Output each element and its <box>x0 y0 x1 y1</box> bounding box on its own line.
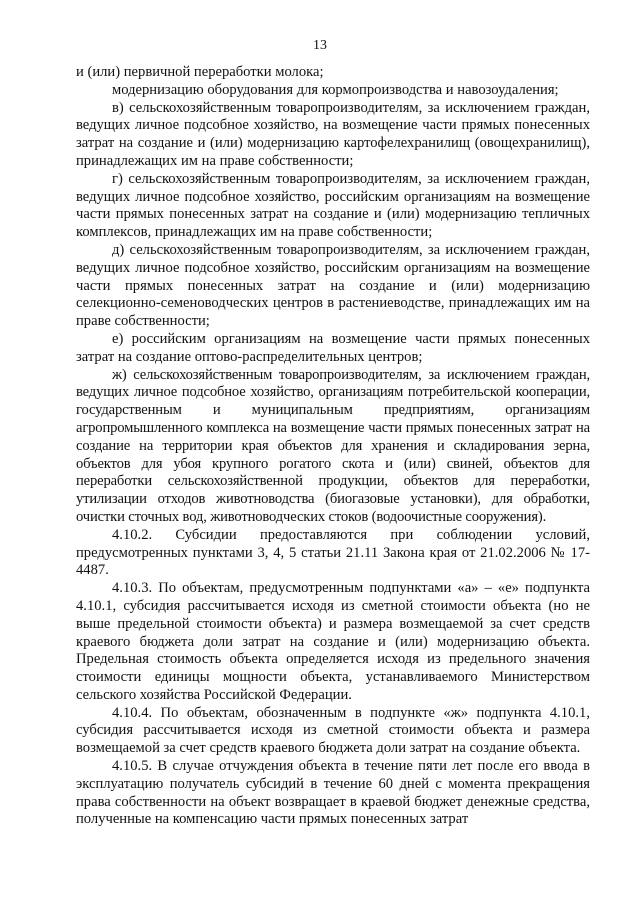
paragraph-item-v: в) сельскохозяйственным товаропроизводителям, за исключением граждан, ведущих личное подсобное хозяйство, на возмещение части прямых понесенных затрат на создание и (или) модернизацию картофелехранилищ (овощехранилищ), принадлежащих им на праве собственности; <box>76 99 590 169</box>
paragraph-modernization-feed: модернизацию оборудования для кормопроизводства и навозоудаления; <box>112 81 559 98</box>
paragraph-4-10-2: 4.10.2. Субсидии предоставляются при соблюдении условий, предусмотренных пунктами 3, 4, 5 статьи 21.11 Закона края от 21.02.2006 № 17-4487. <box>76 526 590 579</box>
paragraph-item-d: д) сельскохозяйственным товаропроизводителям, за исключением граждан, ведущих личное подсобное хозяйство, российским организациям на возмещение части прямых понесенных затрат на создание и (или) модернизацию селекционно-семеноводческих центров в растениеводстве, принадлежащих им на праве собственности; <box>76 241 590 330</box>
paragraph-continuation-milk: и (или) первичной переработки молока; <box>76 64 324 80</box>
paragraph-4-10-5: 4.10.5. В случае отчуждения объекта в течение пяти лет после его ввода в эксплуатацию получатель субсидий в течение 60 дней с момента прекращения права собственности на объект возвращает в краевой бюджет денежные средства, полученные на компенсацию части прямых понесенных затрат <box>76 758 590 828</box>
paragraph-item-g: г) сельскохозяйственным товаропроизводителям, за исключением граждан, ведущих личное подсобное хозяйство, российским организациям на возмещение части прямых понесенных затрат на создание и (или) модернизацию тепличных комплексов, принадлежащих им на праве собственности; <box>76 170 590 241</box>
paragraph-item-e: е) российским организациям на возмещение части прямых понесенных затрат на создание оптово-распределительных центров; <box>76 330 590 365</box>
paragraph-4-10-3: 4.10.3. По объектам, предусмотренным подпунктами «а» – «е» подпункта 4.10.1, субсидия рассчитывается исходя из сметной стоимости объекта (но не выше предельной стоимости объекта) и размера возмещаемой за счет средств краевого бюджета доли затрат на создание и (или) модернизацию объекта. Предельная стоимость объекта определяется исходя из предельного значения стоимости единицы мощности объекта, устанавливаемого Министерством сельского хозяйства Российской Федерации. <box>76 580 590 703</box>
paragraph-4-10-4: 4.10.4. По объектам, обозначенным в подпункте «ж» подпункта 4.10.1, субсидия рассчитывается исходя из сметной стоимости объекта и размера возмещаемой за счет средств краевого бюджета доли затрат на создание объекта. <box>76 704 590 757</box>
page-number: 13 <box>313 38 327 53</box>
document-body <box>76 64 590 829</box>
paragraph-item-zh: ж) сельскохозяйственным товаропроизводителям, за исключением граждан, ведущих личное подсобное хозяйство, организациям потребительской кооперации, государственным и муниципальным предприятиям, организациям агропромышленного комплекса на возмещение части прямых понесенных затрат на создание на территории края объектов для хранения и складирования зерна, объектов для убоя крупного рогатого скота и (или) свиней, объектов для переработки сельскохозяйственной продукции, объектов для переработки, утилизации отходов животноводства (биогазовые установки), для обработки, очистки сточных вод, животноводческих стоков (водоочистные сооружения). <box>76 366 590 525</box>
